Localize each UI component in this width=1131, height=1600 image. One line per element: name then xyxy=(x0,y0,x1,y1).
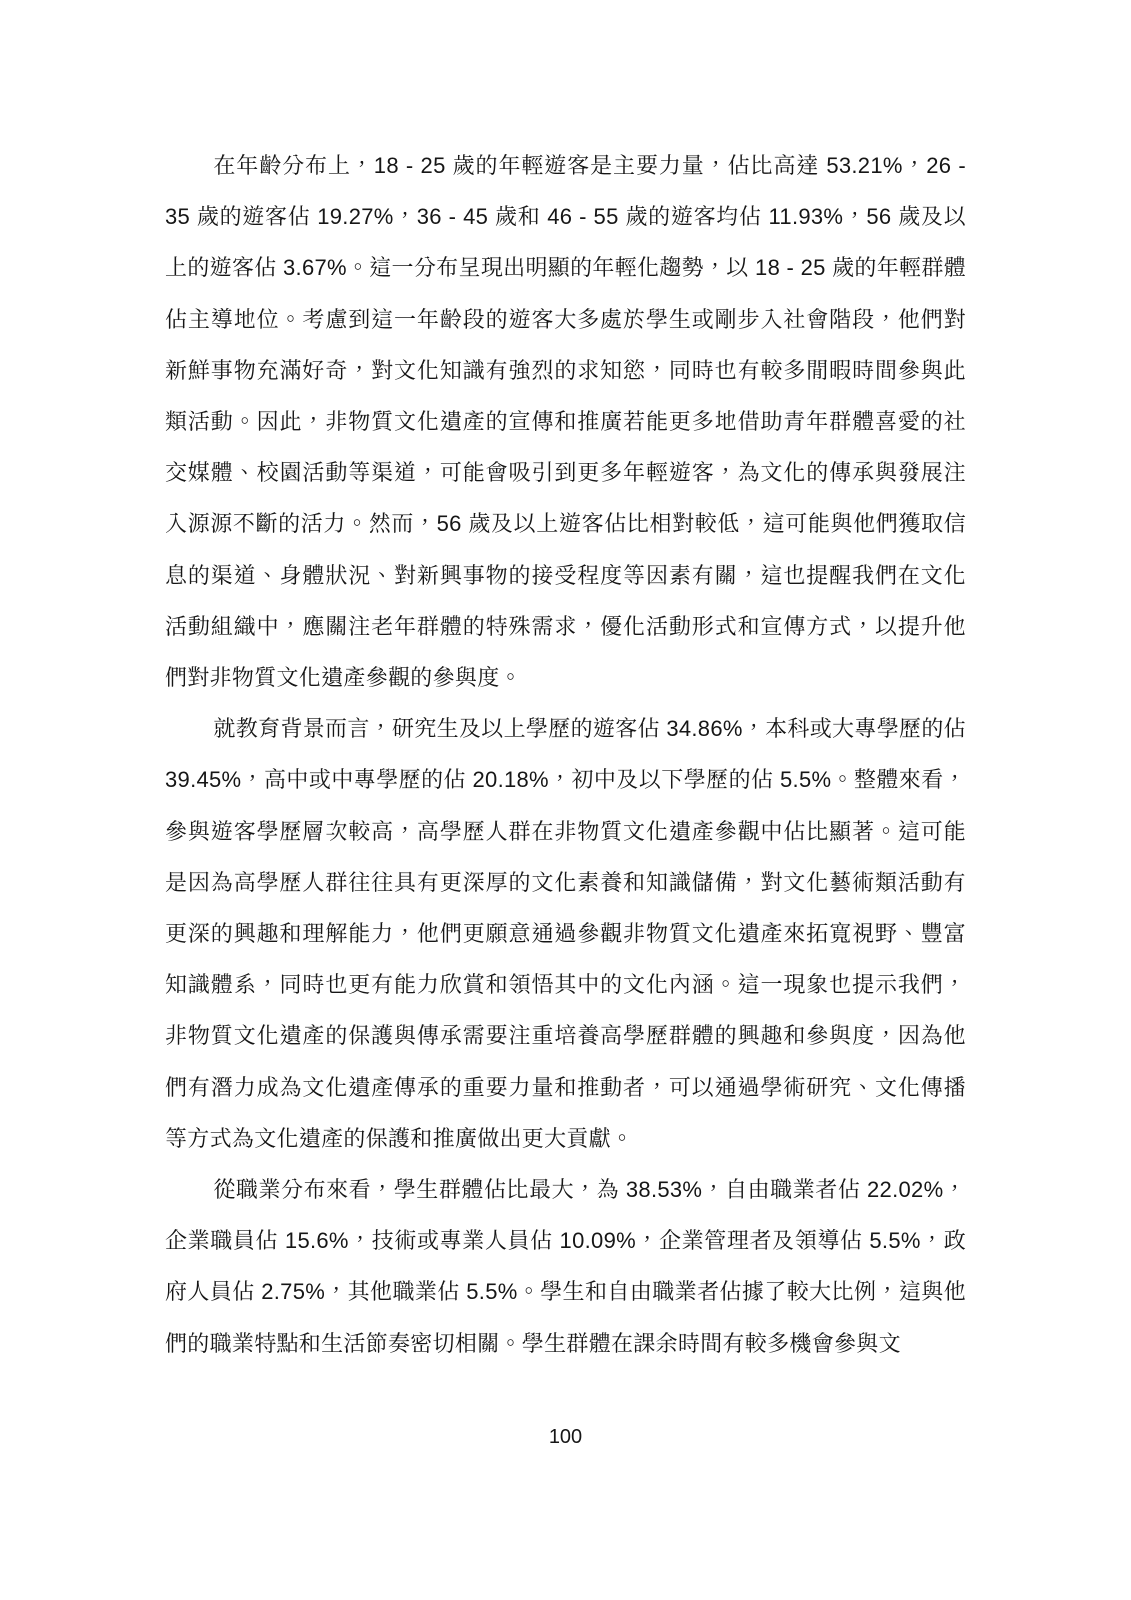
page-number: 100 xyxy=(548,1426,583,1448)
paragraph-age-distribution: 在年齡分布上，18 - 25 歲的年輕遊客是主要力量，佔比高達 53.21%，26 - 35 歲的遊客佔 19.27%，36 - 45 歲和 46 - 55 歲的遊客均佔 11.93%，56 歲及以上的遊客佔 3.67%。這一分布呈現出明顯的年輕化趨勢，以 18 - 25 歲的年輕群體佔主導地位。考慮到這一年齡段的遊客大多處於學生或剛步入社會階段，他們對新鮮事物充滿好奇，對文化知識有強烈的求知慾，同時也有較多閒暇時間參與此類活動。因此，非物質文化遺產的宣傳和推廣若能更多地借助青年群體喜愛的社交媒體、校園活動等渠道，可能會吸引到更多年輕遊客，為文化的傳承與發展注入源源不斷的活力。然而，56 歲及以上遊客佔比相對較低，這可能與他們獲取信息的渠道、身體狀況、對新興事物的接受程度等因素有關，這也提醒我們在文化活動組織中，應關注老年群體的特殊需求，優化活動形式和宣傳方式，以提升他們對非物質文化遺產參觀的參與度。 xyxy=(165,153,966,691)
paragraph-education-background: 就教育背景而言，研究生及以上學歷的遊客佔 34.86%，本科或大專學歷的佔 39.45%，高中或中專學歷的佔 20.18%，初中及以下學歷的佔 5.5%。整體來看，參與遊客學歷層次較高，高學歷人群在非物質文化遺產參觀中佔比顯著。這可能是因為高學歷人群往往具有更深厚的文化素養和知識儲備，對文化藝術類活動有更深的興趣和理解能力，他們更願意通過參觀非物質文化遺產來拓寬視野、豐富知識體系，同時也更有能力欣賞和領悟其中的文化內涵。這一現象也提示我們，非物質文化遺產的保護與傳承需要注重培養高學歷群體的興趣和參與度，因為他們有潛力成為文化遺產傳承的重要力量和推動者，可以通過學術研究、文化傳播等方式為文化遺產的保護和推廣做出更大貢獻。 xyxy=(165,716,966,1151)
paragraph-occupation-distribution: 從職業分布來看，學生群體佔比最大，為 38.53%，自由職業者佔 22.02%，企業職員佔 15.6%，技術或專業人員佔 10.09%，企業管理者及領導佔 5.5%，政府人員佔 2.75%，其他職業佔 5.5%。學生和自由職業者佔據了較大比例，這與他們的職業特點和生活節奏密切相關。學生群體在課余時間有較多機會參與文 xyxy=(165,1177,966,1356)
body-text xyxy=(165,140,966,1369)
